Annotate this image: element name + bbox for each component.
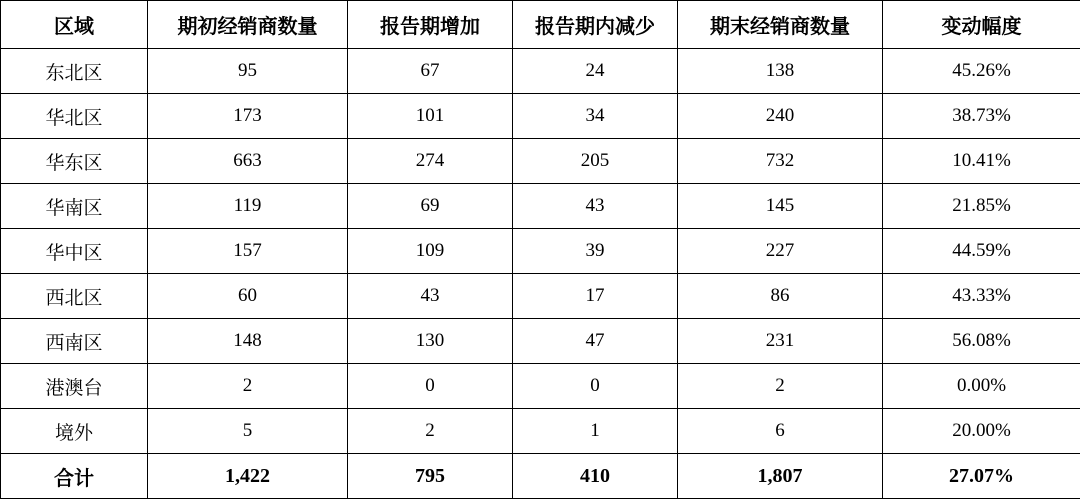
cell-closing-count: 86 (678, 274, 883, 319)
cell-change-rate: 56.08% (883, 319, 1080, 364)
column-header-change-rate: 变动幅度 (883, 1, 1080, 49)
cell-opening-count: 2 (148, 364, 348, 409)
table-row (1, 184, 1080, 229)
cell-total-reduced: 410 (513, 454, 678, 499)
cell-region: 华东区 (1, 139, 148, 184)
cell-added: 130 (348, 319, 513, 364)
table-row (1, 319, 1080, 364)
cell-opening-count: 148 (148, 319, 348, 364)
cell-total-change-rate: 27.07% (883, 454, 1080, 499)
table-row (1, 364, 1080, 409)
table-row (1, 94, 1080, 139)
table-header (1, 1, 1080, 49)
cell-reduced: 39 (513, 229, 678, 274)
column-header-region: 区域 (1, 1, 148, 49)
cell-reduced: 0 (513, 364, 678, 409)
table-total-row (1, 454, 1080, 499)
table-row (1, 139, 1080, 184)
cell-opening-count: 60 (148, 274, 348, 319)
table-row (1, 409, 1080, 454)
cell-region: 华北区 (1, 94, 148, 139)
cell-total-added: 795 (348, 454, 513, 499)
table-row (1, 274, 1080, 319)
cell-change-rate: 21.85% (883, 184, 1080, 229)
cell-reduced: 47 (513, 319, 678, 364)
cell-closing-count: 732 (678, 139, 883, 184)
cell-region: 港澳台 (1, 364, 148, 409)
table-row (1, 229, 1080, 274)
cell-added: 43 (348, 274, 513, 319)
cell-opening-count: 157 (148, 229, 348, 274)
cell-added: 274 (348, 139, 513, 184)
column-header-opening-count: 期初经销商数量 (148, 1, 348, 49)
cell-closing-count: 6 (678, 409, 883, 454)
column-header-closing-count: 期末经销商数量 (678, 1, 883, 49)
cell-region: 西南区 (1, 319, 148, 364)
column-header-reduced: 报告期内减少 (513, 1, 678, 49)
cell-opening-count: 173 (148, 94, 348, 139)
cell-reduced: 43 (513, 184, 678, 229)
cell-reduced: 34 (513, 94, 678, 139)
cell-opening-count: 95 (148, 49, 348, 94)
cell-opening-count: 663 (148, 139, 348, 184)
cell-added: 67 (348, 49, 513, 94)
cell-added: 0 (348, 364, 513, 409)
table-body (1, 49, 1080, 499)
cell-added: 101 (348, 94, 513, 139)
cell-region: 华南区 (1, 184, 148, 229)
table-header-row (1, 1, 1080, 49)
cell-region: 华中区 (1, 229, 148, 274)
cell-total-closing-count: 1,807 (678, 454, 883, 499)
cell-change-rate: 43.33% (883, 274, 1080, 319)
cell-change-rate: 45.26% (883, 49, 1080, 94)
cell-reduced: 205 (513, 139, 678, 184)
cell-region: 东北区 (1, 49, 148, 94)
cell-change-rate: 0.00% (883, 364, 1080, 409)
cell-reduced: 17 (513, 274, 678, 319)
cell-opening-count: 5 (148, 409, 348, 454)
cell-closing-count: 2 (678, 364, 883, 409)
cell-reduced: 24 (513, 49, 678, 94)
cell-region: 境外 (1, 409, 148, 454)
cell-change-rate: 38.73% (883, 94, 1080, 139)
cell-closing-count: 138 (678, 49, 883, 94)
cell-closing-count: 227 (678, 229, 883, 274)
cell-added: 69 (348, 184, 513, 229)
cell-region: 西北区 (1, 274, 148, 319)
cell-closing-count: 231 (678, 319, 883, 364)
cell-change-rate: 44.59% (883, 229, 1080, 274)
cell-reduced: 1 (513, 409, 678, 454)
column-header-added: 报告期增加 (348, 1, 513, 49)
cell-total-opening-count: 1,422 (148, 454, 348, 499)
cell-opening-count: 119 (148, 184, 348, 229)
cell-total-label: 合计 (1, 454, 148, 499)
cell-closing-count: 240 (678, 94, 883, 139)
cell-change-rate: 20.00% (883, 409, 1080, 454)
table-row (1, 49, 1080, 94)
cell-closing-count: 145 (678, 184, 883, 229)
cell-change-rate: 10.41% (883, 139, 1080, 184)
cell-added: 109 (348, 229, 513, 274)
cell-added: 2 (348, 409, 513, 454)
